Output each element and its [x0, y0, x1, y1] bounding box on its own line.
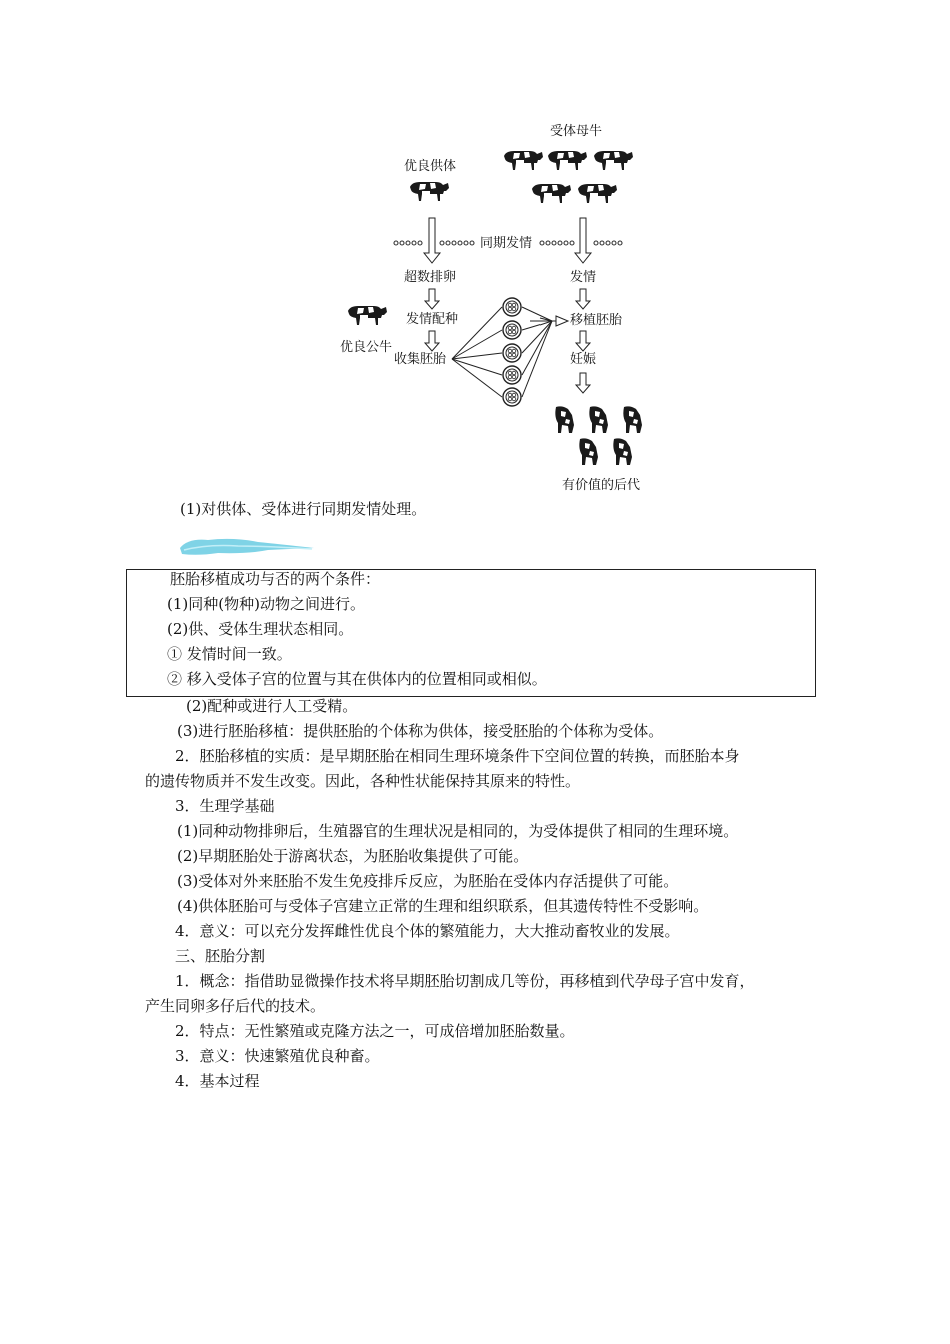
- paragraph: (1)同种动物排卵后，生殖器官的生理状况是相同的，为受体提供了相同的生理环境。: [177, 822, 739, 840]
- label-offspring: 有价值的后代: [562, 478, 641, 493]
- paragraph: 2．特点：无性繁殖或克隆方法之一，可成倍增加胚胎数量。: [175, 1022, 575, 1040]
- label-good-bull: 优良公牛: [340, 340, 393, 355]
- paragraph: 产生同卵多仔后代的技术。: [145, 997, 326, 1015]
- diagram-graphics: [330, 115, 660, 500]
- note-title: 胚胎移植成功与否的两个条件：: [170, 570, 381, 588]
- donor-cow-icon: [410, 182, 449, 201]
- paragraph: (3)受体对外来胚胎不发生免疫排斥反应，为胚胎在受体内存活提供了可能。: [177, 872, 679, 890]
- section-heading: 3．生理学基础: [175, 797, 275, 815]
- section-heading: 三、胚胎分割: [175, 947, 266, 965]
- recipient-arrow-long: [575, 218, 591, 263]
- brush-decoration-icon: [178, 534, 318, 560]
- paragraph: 3．意义：快速繁殖优良种畜。: [175, 1047, 380, 1065]
- label-donor: 优良供体: [404, 159, 457, 174]
- label-estrus-breeding: 发情配种: [406, 312, 459, 327]
- paragraph: 2．胚胎移植的实质：是早期胚胎在相同生理环境条件下空间位置的转换，而胚胎本身: [175, 747, 740, 765]
- paragraph: 的遗传物质并不发生改变。因此，各种性状能保持其原来的特性。: [145, 772, 581, 790]
- label-collect-embryos: 收集胚胎: [394, 352, 447, 367]
- recipient-cow-icon: [504, 151, 633, 203]
- label-sync-estrus: 同期发情: [480, 236, 533, 251]
- step-1: (1)对供体、受体进行同期发情处理。: [180, 500, 427, 518]
- paragraph: (2)早期胚胎处于游离状态，为胚胎收集提供了可能。: [177, 847, 529, 865]
- paragraph: (4)供体胚胎可与受体子宫建立正常的生理和组织联系，但其遗传特性不受影响。: [177, 897, 709, 915]
- embryo-transfer-diagram: [330, 115, 660, 500]
- note-item: (1)同种(物种)动物之间进行。: [167, 595, 365, 613]
- label-superovulation: 超数排卵: [404, 270, 457, 285]
- bull-icon: [348, 306, 387, 325]
- note-item: ② 移入受体子宫的位置与其在供体内的位置相同或相似。: [167, 670, 547, 688]
- paragraph: (3)进行胚胎移植：提供胚胎的个体称为供体，接受胚胎的个体称为受体。: [177, 722, 664, 740]
- label-recipient-cows: 受体母牛: [550, 124, 603, 139]
- note-item: (2)供、受体生理状态相同。: [167, 620, 354, 638]
- embryo-icons: [503, 298, 521, 406]
- label-transfer-embryos: 移植胚胎: [570, 313, 623, 328]
- paragraph: (2)配种或进行人工受精。: [186, 697, 358, 715]
- paragraph: 4．意义：可以充分发挥雌性优良个体的繁殖能力，大大推动畜牧业的发展。: [175, 922, 680, 940]
- paragraph: 1．概念：指借助显微操作技术将早期胚胎切割成几等份，再移植到代孕母子宫中发育，: [175, 972, 755, 990]
- offspring-calf-icons: [555, 406, 642, 465]
- label-pregnancy: 妊娠: [570, 352, 597, 367]
- donor-arrow-long: [424, 218, 440, 263]
- note-item: ① 发情时间一致。: [167, 645, 292, 663]
- label-estrus: 发情: [570, 270, 597, 285]
- section-heading: 4．基本过程: [175, 1072, 260, 1090]
